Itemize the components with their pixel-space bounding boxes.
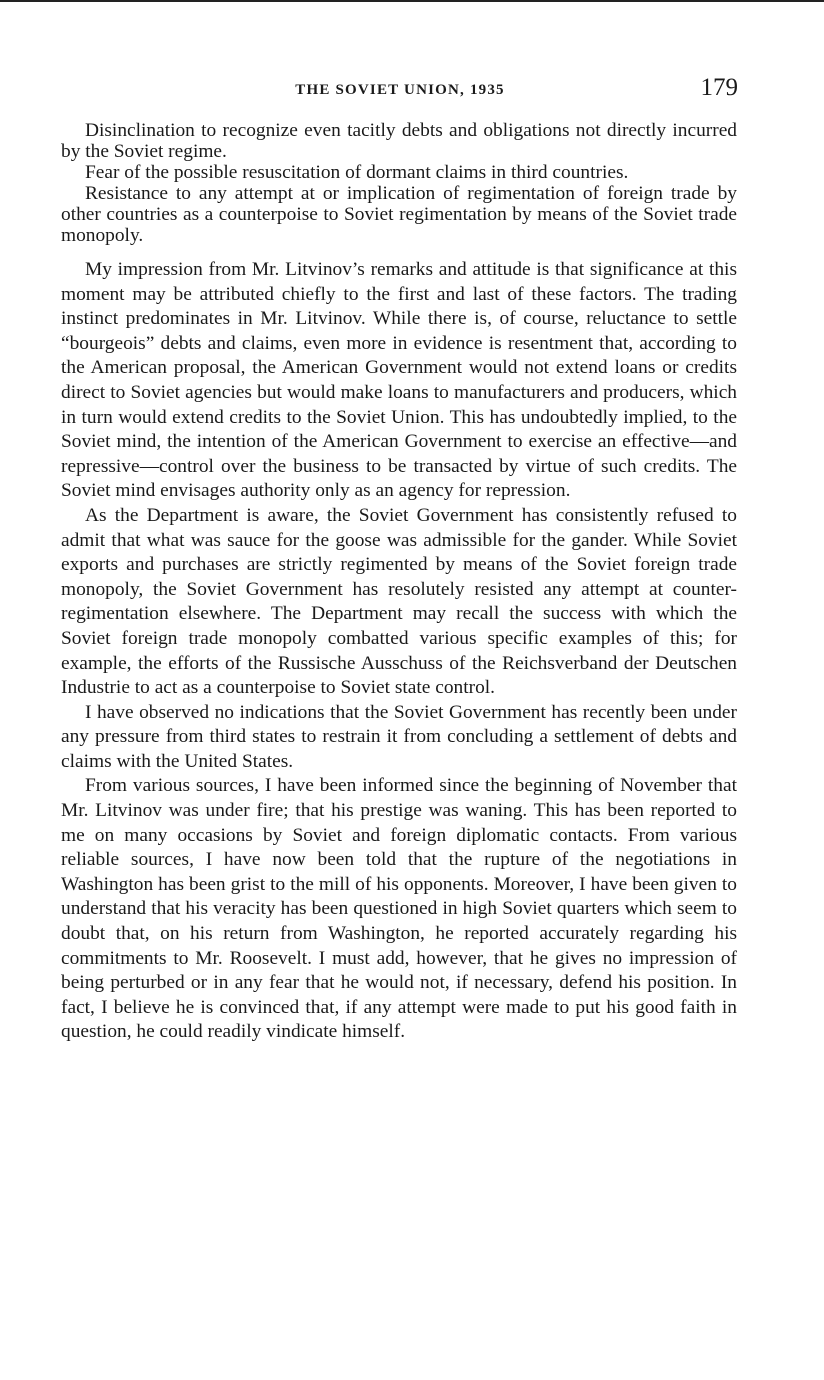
running-head (60, 74, 740, 110)
top-rule (0, 0, 824, 2)
list-item: Fear of the possible resuscitation of dormant claims in third countries. (85, 162, 629, 183)
paragraph: I have observed no indications that the Soviet Government has recently been under any pressure from third states to restrain it from concluding a settlement of debts and claims with the United States. (61, 701, 737, 772)
list-item: Resistance to any attempt at or implication of regimentation of foreign trade by other countries as a counterpoise to Soviet regimentation by means of the Soviet trade monopoly. (61, 183, 737, 246)
paragraph: As the Department is aware, the Soviet Government has consistently refused to admit that what was sauce for the goose was admissible for the gander. While Soviet exports and purchases are strictly regimented by means of the Soviet foreign trade monopoly, the Soviet Government has resolutely resisted any attempt at counter-regimentation elsewhere. The Department may recall the success with which the Soviet foreign trade monopoly combatted various specific examples of this; for example, the efforts of the Russische Ausschuss of the Reichsverband der Deutschen Industrie to act as a counterpoise to Soviet state control. (61, 504, 737, 699)
list-item: Disinclination to recognize even tacitly debts and obligations not directly incurred by the Soviet regime. (61, 120, 737, 162)
paragraph: From various sources, I have been informed since the beginning of November that Mr. Litvinov was under fire; that his prestige was waning. This has been reported to me on many occasions by Soviet and foreign diplomatic contacts. From various reliable sources, I have now been told that the rupture of the negotiations in Washington has been grist to the mill of his opponents. Moreover, I have been given to understand that his veracity has been questioned in high Soviet quarters which seem to doubt that, on his return from Washington, he reported accurately regarding his commitments to Mr. Roosevelt. I must add, however, that he gives no impression of being perturbed or in any fear that he would not, if necessary, defend his position. In fact, I believe he is convinced that, if any attempt were made to put his good faith in question, he could readily vindicate himself. (61, 775, 737, 1043)
page-number: 179 (700, 74, 738, 101)
page-title: THE SOVIET UNION, 1935 (295, 82, 505, 98)
paragraph: My impression from Mr. Litvinov’s remarks and attitude is that significance at this moment may be attributed chiefly to the first and last of these factors. The trading instinct predominates in Mr. Litvinov. While there is, of course, reluctance to settle “bourgeois” debts and claims, even more in evidence is resentment that, according to the American proposal, the American Government would not extend loans or credits direct to Soviet agencies but would make loans to manufacturers and producers, which in turn would extend credits to the Soviet Union. This has undoubtedly implied, to the Soviet mind, the intention of the American Government to exercise an effective—and repressive—control over the business to be transacted by virtue of such credits. The Soviet mind envisages authority only as an agency for repression. (61, 259, 737, 502)
body-text (61, 120, 737, 1045)
